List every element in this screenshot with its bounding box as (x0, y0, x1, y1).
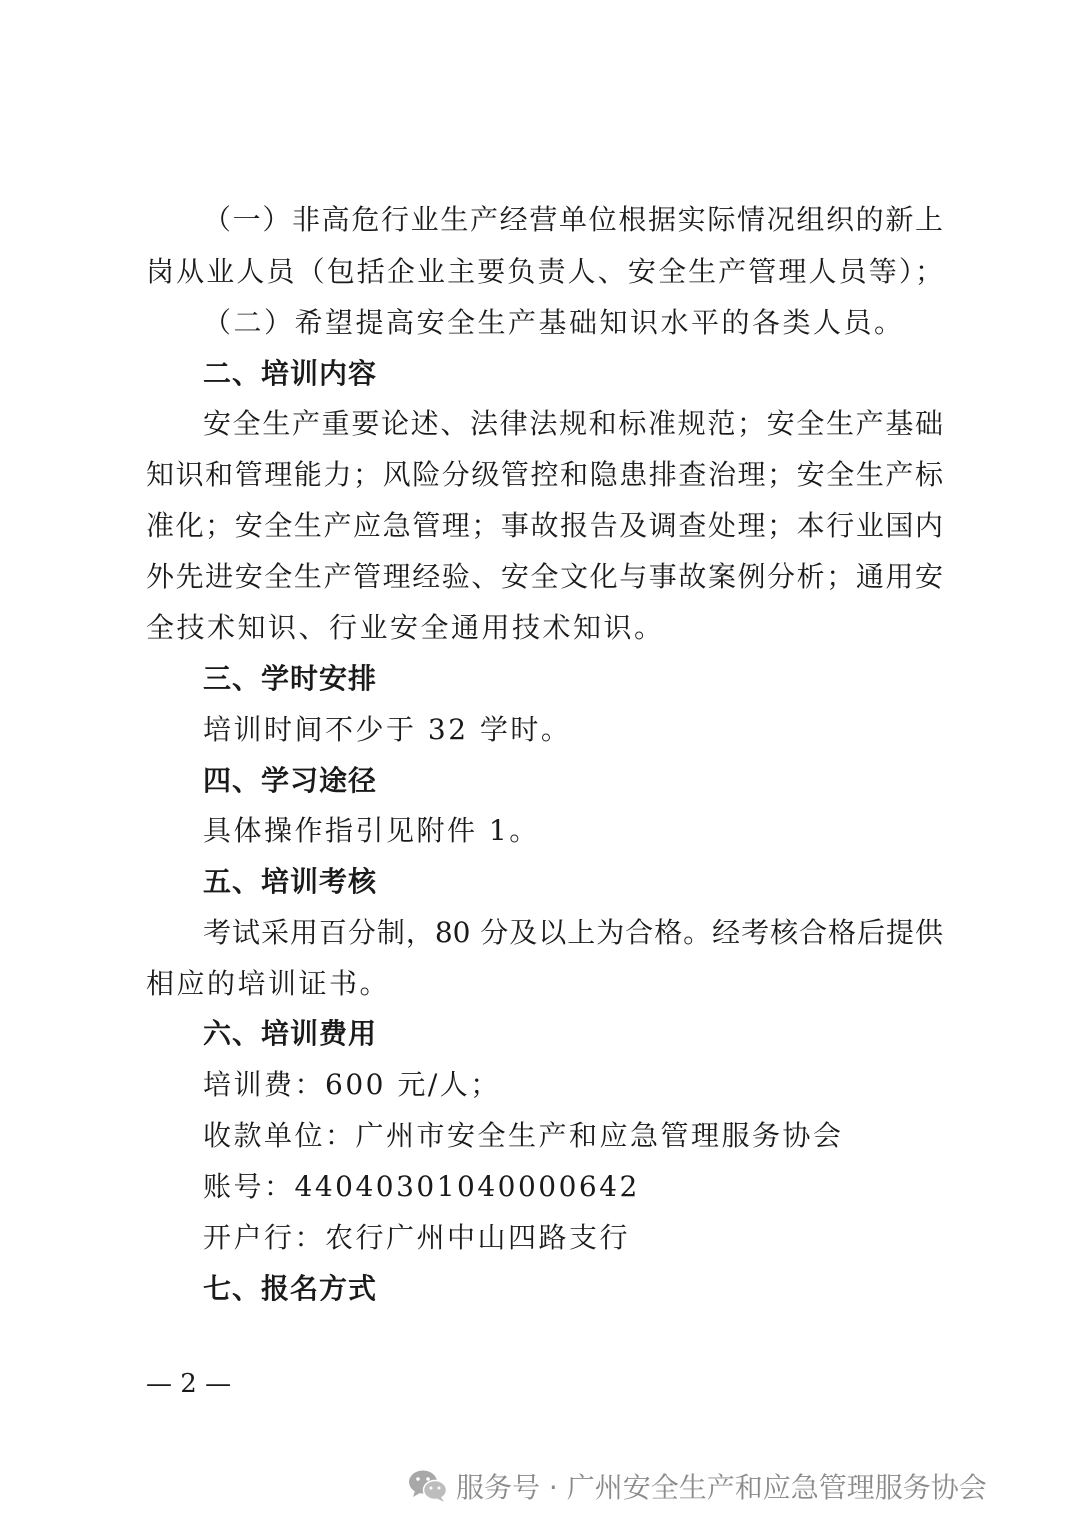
footer-text: 服务号 · 广州安全生产和应急管理服务协会 (456, 1471, 987, 1504)
document-line: （二）希望提高安全生产基础知识水平的各类人员。 (203, 306, 905, 339)
section-heading: 四、学习途径 (203, 764, 378, 797)
page-number: — 2 — (146, 1369, 232, 1399)
document-line: 全技术知识、行业安全通用技术知识。 (146, 611, 665, 644)
document-line: 培训时间不少于 32 学时。 (203, 713, 572, 746)
section-heading: 六、培训费用 (203, 1017, 378, 1050)
document-line: 外先进安全生产管理经验、安全文化与事故案例分析；通用安 (146, 560, 943, 593)
document-line: 培训费：600 元/人； (203, 1068, 501, 1101)
document-line: 开户行：农行广州中山四路支行 (203, 1221, 631, 1254)
document-line: 账号：44040301040000642 (203, 1170, 640, 1203)
document-line: 安全生产重要论述、法律法规和标准规范；安全生产基础 (203, 407, 943, 440)
document-line: 考试采用百分制，80 分及以上为合格。经考核合格后提供 (203, 916, 943, 949)
section-heading: 七、报名方式 (203, 1272, 378, 1305)
document-line: 相应的培训证书。 (146, 967, 391, 1000)
section-heading: 五、培训考核 (203, 865, 378, 898)
section-heading: 三、学时安排 (203, 662, 378, 695)
section-heading: 二、培训内容 (203, 357, 378, 390)
document-line: 收款单位：广州市安全生产和应急管理服务协会 (203, 1119, 844, 1152)
footer-watermark (408, 1466, 987, 1506)
document-line: 岗从业人员（包括企业主要负责人、安全生产管理人员等）； (146, 255, 943, 288)
wechat-icon (408, 1469, 448, 1503)
document-line: 准化；安全生产应急管理；事故报告及调查处理；本行业国内 (146, 509, 943, 542)
document-line: （一）非高危行业生产经营单位根据实际情况组织的新上 (203, 203, 943, 236)
document-line: 具体操作指引见附件 1。 (203, 814, 540, 847)
document-line: 知识和管理能力；风险分级管控和隐患排查治理；安全生产标 (146, 458, 943, 491)
